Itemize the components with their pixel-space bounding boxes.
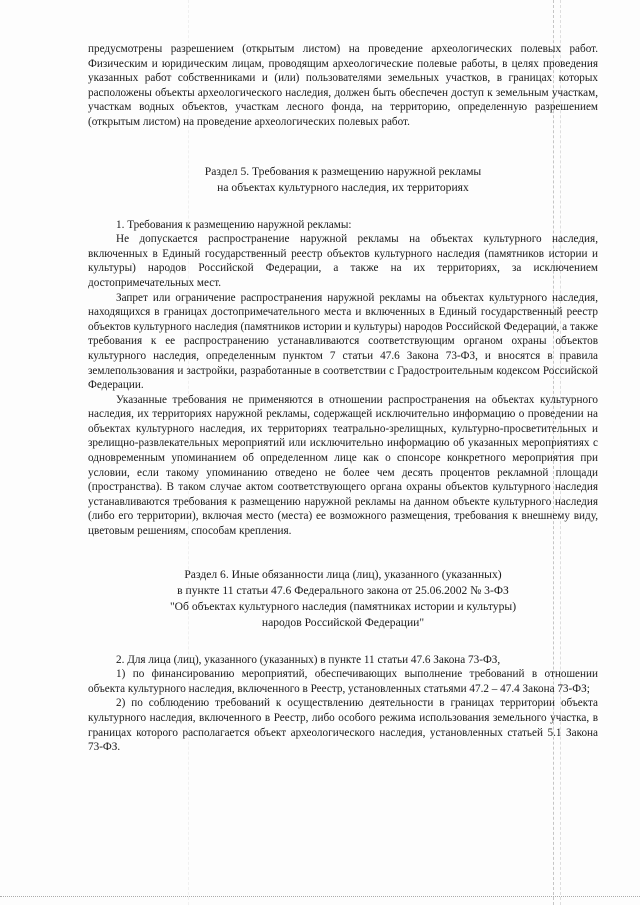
- section-5-paragraph-2: Запрет или ограничение распространения наружной рекламы на объектах культурного наследия, находящихся в границах достопримечательного места и включенных в Единый государственный реестр объектов культурного наследия (памятников истории и культуры) народов Российской Федерации, а также требования к ее распространению устанавливаются соответствующим органом охраны объектов культурного наследия, определенным пунктом 7 статьи 47.6 Закона 73-ФЗ, и вносятся в правила землепользования и застройки, разработанные в соответствии с Градостроительным кодексом Российской Федерации.: [88, 291, 598, 392]
- section-5-paragraph-1: Не допускается распространение наружной рекламы на объектах культурного наследия, включенных в Единый государственный реестр объектов культурного наследия (памятников истории и культуры) народов Российской Федерации, а также на их территориях, за исключением достопримечательных мест.: [88, 233, 598, 289]
- section-6-title-line-1: Раздел 6. Иные обязанности лица (лиц), указанного (указанных): [184, 567, 502, 581]
- section-6-subitem-2: 2) по соблюдению требований к осуществлению деятельности в границах территории объекта культурного наследия, включенного в Реестр, либо особого режима использования земельного участка, в границах которого располагается объект археологического наследия, установленных статьей 5.1 Закона 73-ФЗ.: [88, 697, 598, 754]
- section-6-subitem-1: 1) по финансированию мероприятий, обеспечивающих выполнение требований в отношении объекта культурного наследия, включенного в Реестр, установленных статьями 47.2 – 47.4 Закона 73-ФЗ;: [88, 668, 598, 695]
- section-5-heading: [88, 164, 598, 196]
- document-body: [88, 42, 598, 755]
- section-6-title-line-2: в пункте 11 статьи 47.6 Федерального закона от 25.06.2002 № 3-ФЗ: [177, 583, 509, 597]
- section-6-item-2: 2. Для лица (лиц), указанного (указанных) в пункте 11 статьи 47.6 Закона 73-ФЗ,: [116, 653, 501, 666]
- intro-paragraph: предусмотрены разрешением (открытым листом) на проведение археологических полевых работ. Физическим и юридическим лицам, проводящим археологические полевые работы, в целях проведения указанных работ собственниками и (или) пользователями земельных участков, в границах которых расположены объекты археологического наследия, должен быть обеспечен доступ к земельным участкам, участкам водных объектов, участкам лесного фонда, на территорию, определенную разрешением (открытым листом) на проведение археологических полевых работ.: [88, 43, 598, 128]
- section-6-heading: [88, 567, 598, 631]
- section-6-title-line-4: народов Российской Федерации": [261, 615, 425, 629]
- section-6-title-line-3: "Об объектах культурного наследия (памятниках истории и культуры): [169, 599, 517, 613]
- section-5-title-line-2: на объектах культурного наследия, их территориях: [217, 180, 469, 194]
- scan-artifact-bottom: [0, 896, 640, 897]
- section-5-paragraph-3: Указанные требования не применяются в отношении распространения на объектах культурного наследия, их территориях наружной рекламы, содержащей исключительно информацию о проведении на объектах культурного наследия, их территориях театрально-зрелищных, культурно-просветительных и зрелищно-развлекательных мероприятий или исключительно информацию об указанных мероприятиях с одновременным упоминанием об определенном лице как о спонсоре конкретного мероприятия при условии, если такому упоминанию отведено не более чем десять процентов рекламной площади (пространства). В таком случае актом соответствующего органа охраны объектов культурного наследия устанавливаются требования к размещению наружной рекламы на данном объекте культурного наследия (либо его территории), включая место (места) ее возможного размещения, требования к внешнему виду, цветовым решениям, способам крепления.: [88, 393, 598, 538]
- section-5-item-1: 1. Требования к размещению наружной рекламы:: [116, 218, 352, 231]
- section-5-title-line-1: Раздел 5. Требования к размещению наружной рекламы: [204, 164, 482, 178]
